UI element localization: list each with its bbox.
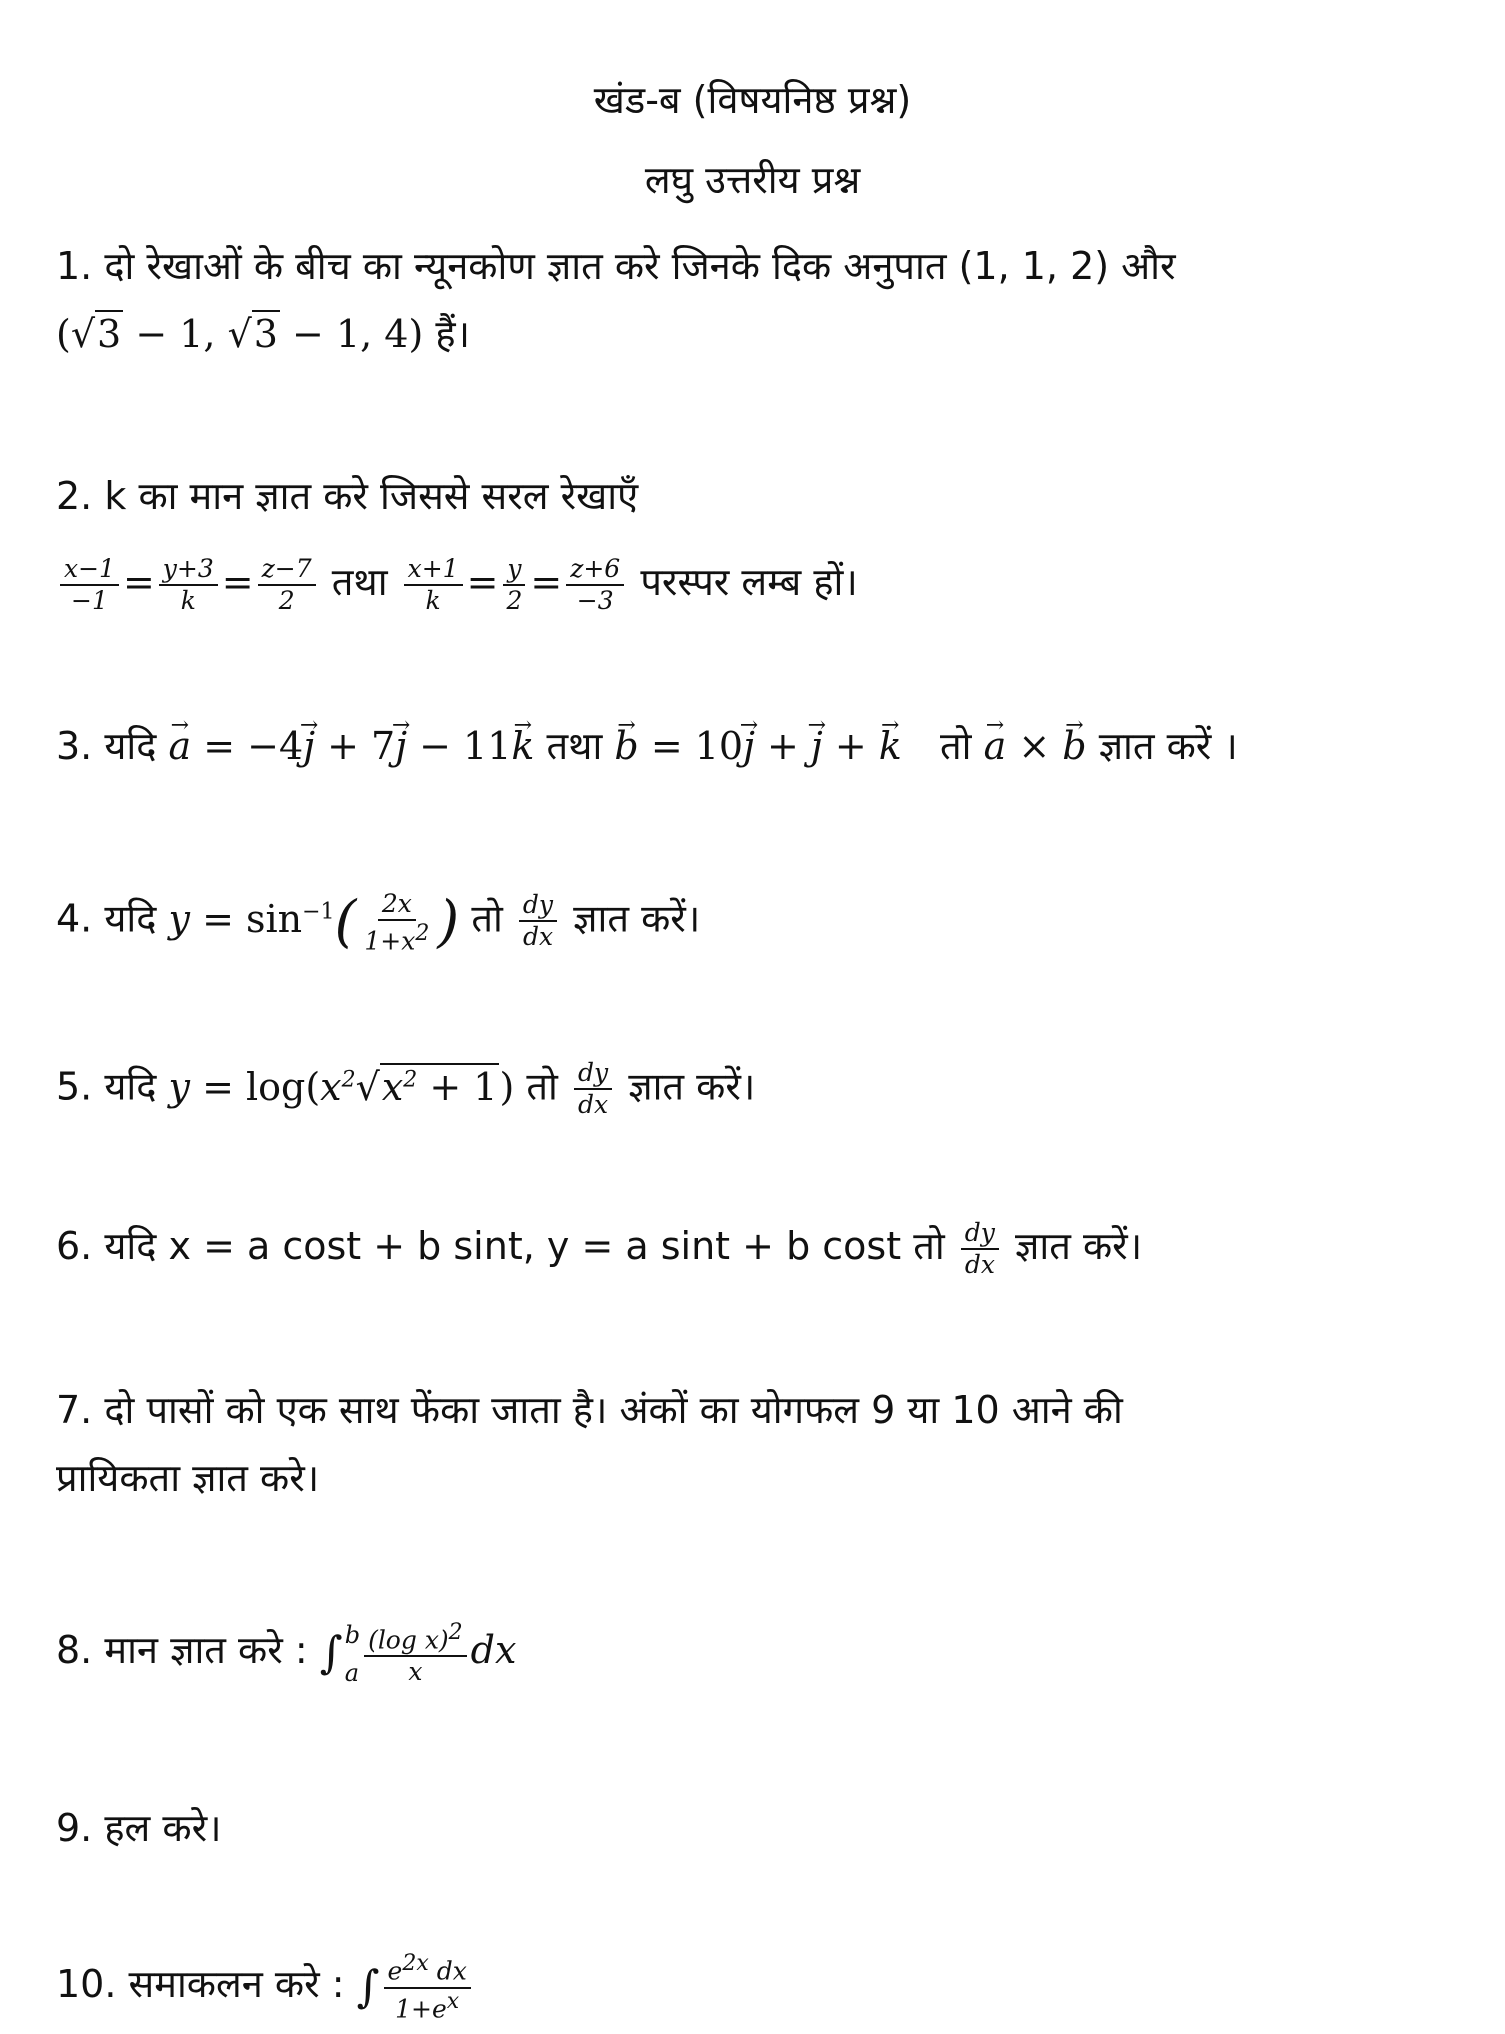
question-8 (56, 1616, 1436, 1688)
vector-a-expression: → a = −4→ j + 7→ j − 11→ k (169, 724, 535, 768)
fraction: $\frac{y+3}{k}$ (159, 554, 218, 616)
fraction: $\frac{z-7}{2}$ (258, 554, 316, 616)
question-1-line-2 (56, 300, 1436, 368)
question-text: यदि x = a cost + b sint, y = a sint + b cost तो (104, 1224, 945, 1268)
word-then: तो (471, 896, 503, 941)
question-number: 10. (56, 1962, 117, 2006)
definite-integral-expression: ∫ b a $\frac{(\log x)^2}{x}$ dx (319, 1619, 517, 1687)
question-text-end: हैं। (435, 312, 470, 356)
function-expression: $y = \sin^{-1}$( $\frac{2x}{1+x^2}$ ) (168, 888, 460, 955)
question-text: k का मान ज्ञात करे जिससे सरल रेखाएँ (104, 474, 639, 518)
section-title: खंड-ब (विषयनिष्ठ प्रश्न) (593, 78, 912, 122)
question-text: दो रेखाओं के बीच का न्यूनकोण ज्ञात करे जिनके दिक अनुपात (1, 1, 2) और (104, 244, 1176, 288)
question-text: हल करे। (104, 1806, 222, 1850)
question-number: 6. (56, 1224, 93, 1268)
question-number: 2. (56, 474, 93, 518)
question-4 (56, 878, 1436, 956)
question-number: 3. (56, 724, 93, 768)
question-text-end: ज्ञात करें। (573, 896, 701, 941)
fraction: $\frac{x-1}{-1}$ (60, 554, 119, 616)
question-number: 1. (56, 244, 93, 288)
question-2-line-2: $\frac{x-1}{-1}$ = $\frac{y+3}{k}$ = $\frac{z-7}{2}$ तथा $\frac{x+1}{k}$ = $\frac{y}{2}$ = $\frac{z+6}{-3}$ परस्पर लम्ब हों। (56, 548, 1436, 616)
fraction: $\frac{z+6}{-3}$ (566, 554, 624, 616)
question-1 (56, 232, 1436, 300)
question-number: 9. (56, 1806, 93, 1850)
question-10 (56, 1950, 1436, 2024)
question-7-line-2 (56, 1444, 1436, 1512)
integral-expression: ∫ $\frac{e^{2x} dx}{1+e^x}$ (357, 1962, 475, 2006)
question-text-end: ज्ञात करें । (1098, 724, 1238, 768)
subsection-title: लघु उत्तरीय प्रश्न (644, 158, 861, 202)
word-then: तो (526, 1064, 558, 1109)
question-number: 4. (56, 896, 93, 941)
question-text-end: ज्ञात करें। (1015, 1224, 1143, 1268)
question-text: मान ज्ञात करे : (104, 1628, 308, 1672)
fraction: $\frac{y}{2}$ (502, 554, 526, 616)
question-6 (56, 1212, 1436, 1280)
question-text: दो पासों को एक साथ फेंका जाता है। अंकों का योगफल 9 या 10 आने की (104, 1388, 1123, 1432)
word-and: तथा (546, 724, 603, 768)
derivative-dy-dx: $\frac{dy}{dx}$ (574, 1058, 612, 1120)
word-if: यदि (104, 1064, 157, 1109)
word-and: तथा (331, 560, 388, 604)
question-3 (56, 712, 1436, 780)
derivative-dy-dx: $\frac{dy}{dx}$ (519, 890, 557, 952)
fraction: $\frac{x+1}{k}$ (404, 554, 463, 616)
question-text-end: परस्पर लम्ब हों। (640, 560, 858, 604)
question-number: 8. (56, 1628, 93, 1672)
question-5 (56, 1046, 1436, 1121)
word-if: यदि (104, 724, 157, 768)
word-then: तो (939, 724, 972, 768)
question-number: 5. (56, 1064, 93, 1109)
derivative-dy-dx: $\frac{dy}{dx}$ (961, 1218, 999, 1280)
question-9 (56, 1794, 1436, 1862)
question-2 (56, 462, 1436, 530)
ratio-expression: (√3 − 1, √3 − 1, 4) (56, 312, 424, 356)
question-text: समाकलन करे : (128, 1962, 345, 2006)
question-text: प्रायिकता ज्ञात करे। (56, 1456, 320, 1500)
question-text-end: ज्ञात करें। (628, 1064, 756, 1109)
question-7 (56, 1376, 1436, 1444)
word-if: यदि (104, 896, 157, 941)
function-expression: $y = \log(x^2√x^2 + 1)$ (168, 1064, 515, 1109)
cross-product: → a × → b (984, 724, 1087, 768)
vector-b-expression: → b = 10→ j + → j + → k (614, 724, 901, 768)
question-number: 7. (56, 1388, 93, 1432)
